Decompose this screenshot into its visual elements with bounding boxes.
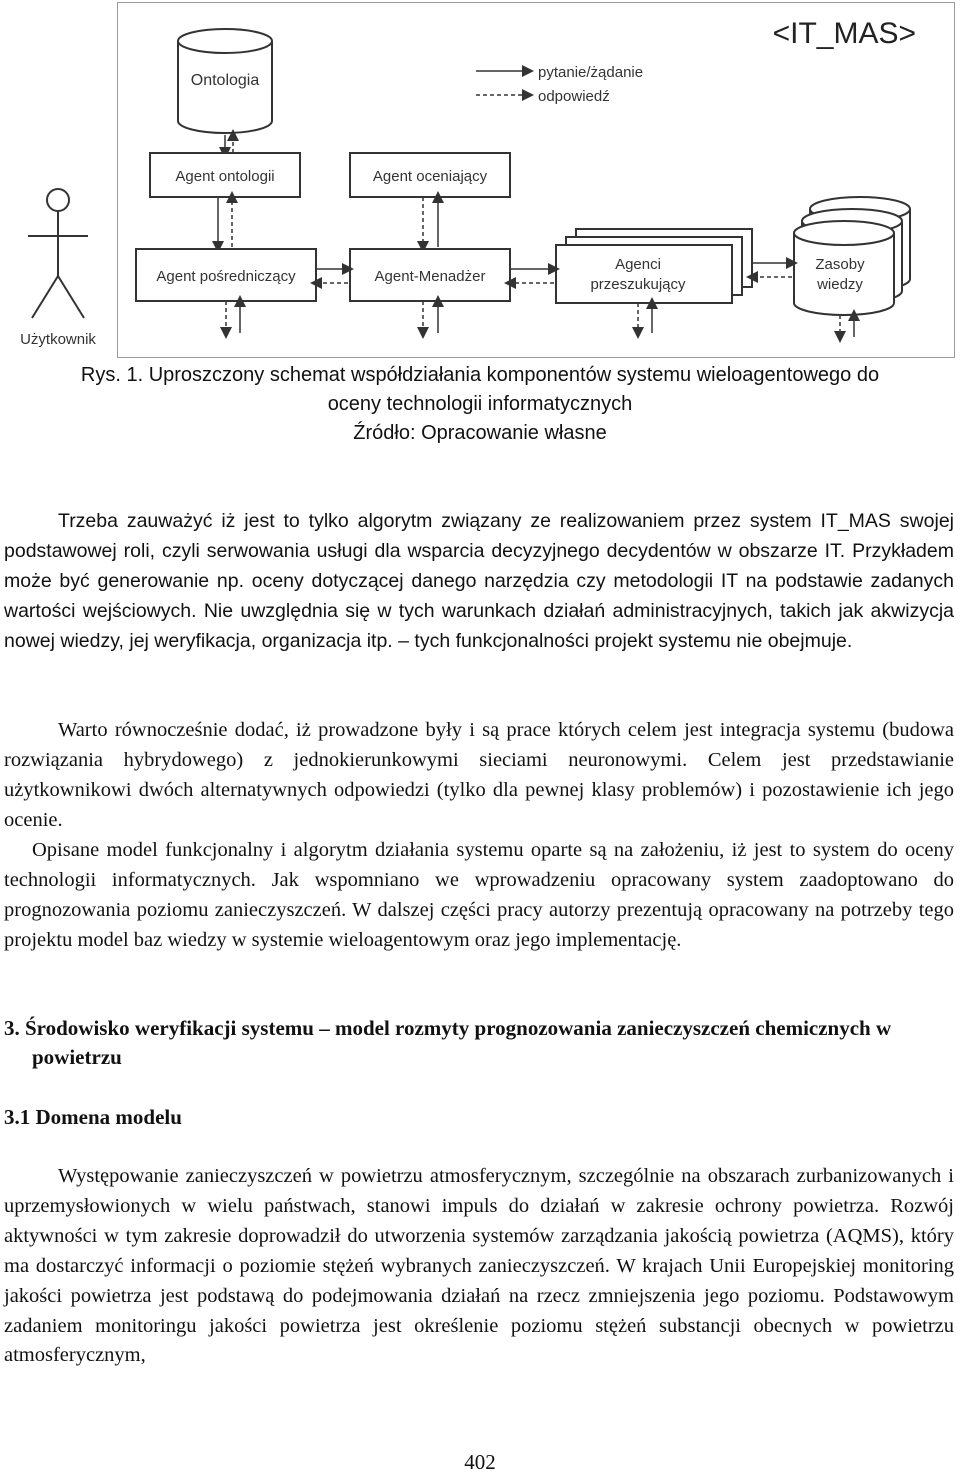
subsection-heading: 3.1 Domena modelu	[4, 1105, 182, 1129]
agent-manager-box	[350, 249, 510, 301]
paragraph-1: Trzeba zauważyć iż jest to tylko algorytm związany ze realizowaniem przez system IT_MAS swojej podstawowej roli, czyli serwowania usługi dla wsparcia decyzyjnego decydentów w obszarze IT. Przykładem może być generowanie np. oceny dotyczącej danego narzędzia czy metodologii IT na podstawie zadanych wartości wejściowych. Nie uwzględnia się w tych warunkach działań administracyjnych, takich jak akwizycja nowej wiedzy, jej weryfikacja, organizacja itp. – tych funkcjonalności projekt systemu nie obejmuje.	[4, 510, 954, 652]
paragraph-3: Opisane model funkcjonalny i algorytm działania systemu oparte są na założeniu, iż jest to system do oceny technologii informatycznych. Jak wspomniano we wprowadzeniu opracowany system zaadoptowano do prognozowania poziomu zanieczyszczeń. W dalszej części pracy autorzy prezentują opracowany na potrzeby tego projektu model baz wiedzy w systemie wieloagentowym oraz jego implementację.	[4, 839, 954, 951]
user-label: Użytkownik	[20, 331, 96, 348]
ontology-label: Ontologia	[190, 72, 260, 89]
agent-evaluator-label: Agent oceniający	[372, 168, 488, 185]
kb-label-2: wiedzy	[817, 276, 863, 293]
paragraph-2: Warto równocześnie dodać, iż prowadzone były i są prace których celem jest integracja systemu (budowa rozwiązania hybrydowego) z jednokierunkowymi sieciami neuronowymi. Celem jest przedstawianie użytkownikowi dwóch alternatywnych odpowiedzi (tylko dla pewnej klasy problemów) i pozostawienie ich jego ocenie.	[4, 719, 954, 831]
legend-request: pytanie/żądanie	[538, 64, 644, 81]
search-agents-label-2: przeszukujący	[590, 276, 686, 293]
search-agents-stack	[556, 229, 752, 303]
page-number: 402	[464, 1450, 496, 1474]
agent-mediator-box	[136, 249, 316, 301]
user-head-icon	[47, 189, 69, 211]
figure-caption-line2: oceny technologii informatycznych	[327, 393, 633, 415]
search-agents-label-1: Agenci	[615, 256, 661, 273]
paragraph-4: Występowanie zanieczyszczeń w powietrzu atmosferycznym, szczególnie na obszarach zurbanizowanych i uprzemysłowionych w wielu państwach, stanowi impuls do działań w zakresie ochrony powietrza. Rozwój aktywności w tym zakresie doprowadził do utworzenia systemów zarządzania jakością powietrza (AQMS), który ma dostarczyć informacji o poziomie stężeń wybranych zanieczyszczeń. W krajach Unii Europejskiej monitoring jakości powietrza jest podstawą do podejmowania działań na rzecz zmniejszenia jego poziomu. Podstawowym zadaniem monitoringu jakości powietrza jest określenie poziomu stężeń substancji obecnych w powietrzu atmosferycznym,	[4, 1165, 954, 1367]
agent-manager-label: Agent-Menadżer	[374, 268, 486, 285]
kb-label-1: Zasoby	[815, 256, 865, 273]
diagram-title: <IT_MAS>	[772, 17, 916, 50]
section-heading: 3. Środowisko weryfikacji systemu – model rozmyty prognozowania zanieczyszczeń chemicznych w powietrzu	[4, 1016, 892, 1069]
agent-mediator-label: Agent pośredniczący	[156, 268, 296, 285]
user-actor	[8, 186, 108, 354]
system-diagram	[117, 2, 955, 358]
legend-response: odpowiedź	[538, 88, 610, 105]
agent-ontology-label: Agent ontologii	[175, 168, 275, 185]
figure-source: Źródło: Opracowanie własne	[353, 422, 607, 444]
diagram-svg	[118, 3, 954, 357]
knowledge-databases	[794, 197, 910, 315]
ontology-database	[178, 29, 272, 133]
agent-evaluator-box	[350, 153, 510, 197]
agent-ontology-box	[150, 153, 300, 197]
figure-caption-line1: Rys. 1. Uproszczony schemat współdziałania komponentów systemu wieloagentowego do	[80, 364, 880, 386]
legend	[476, 64, 643, 105]
